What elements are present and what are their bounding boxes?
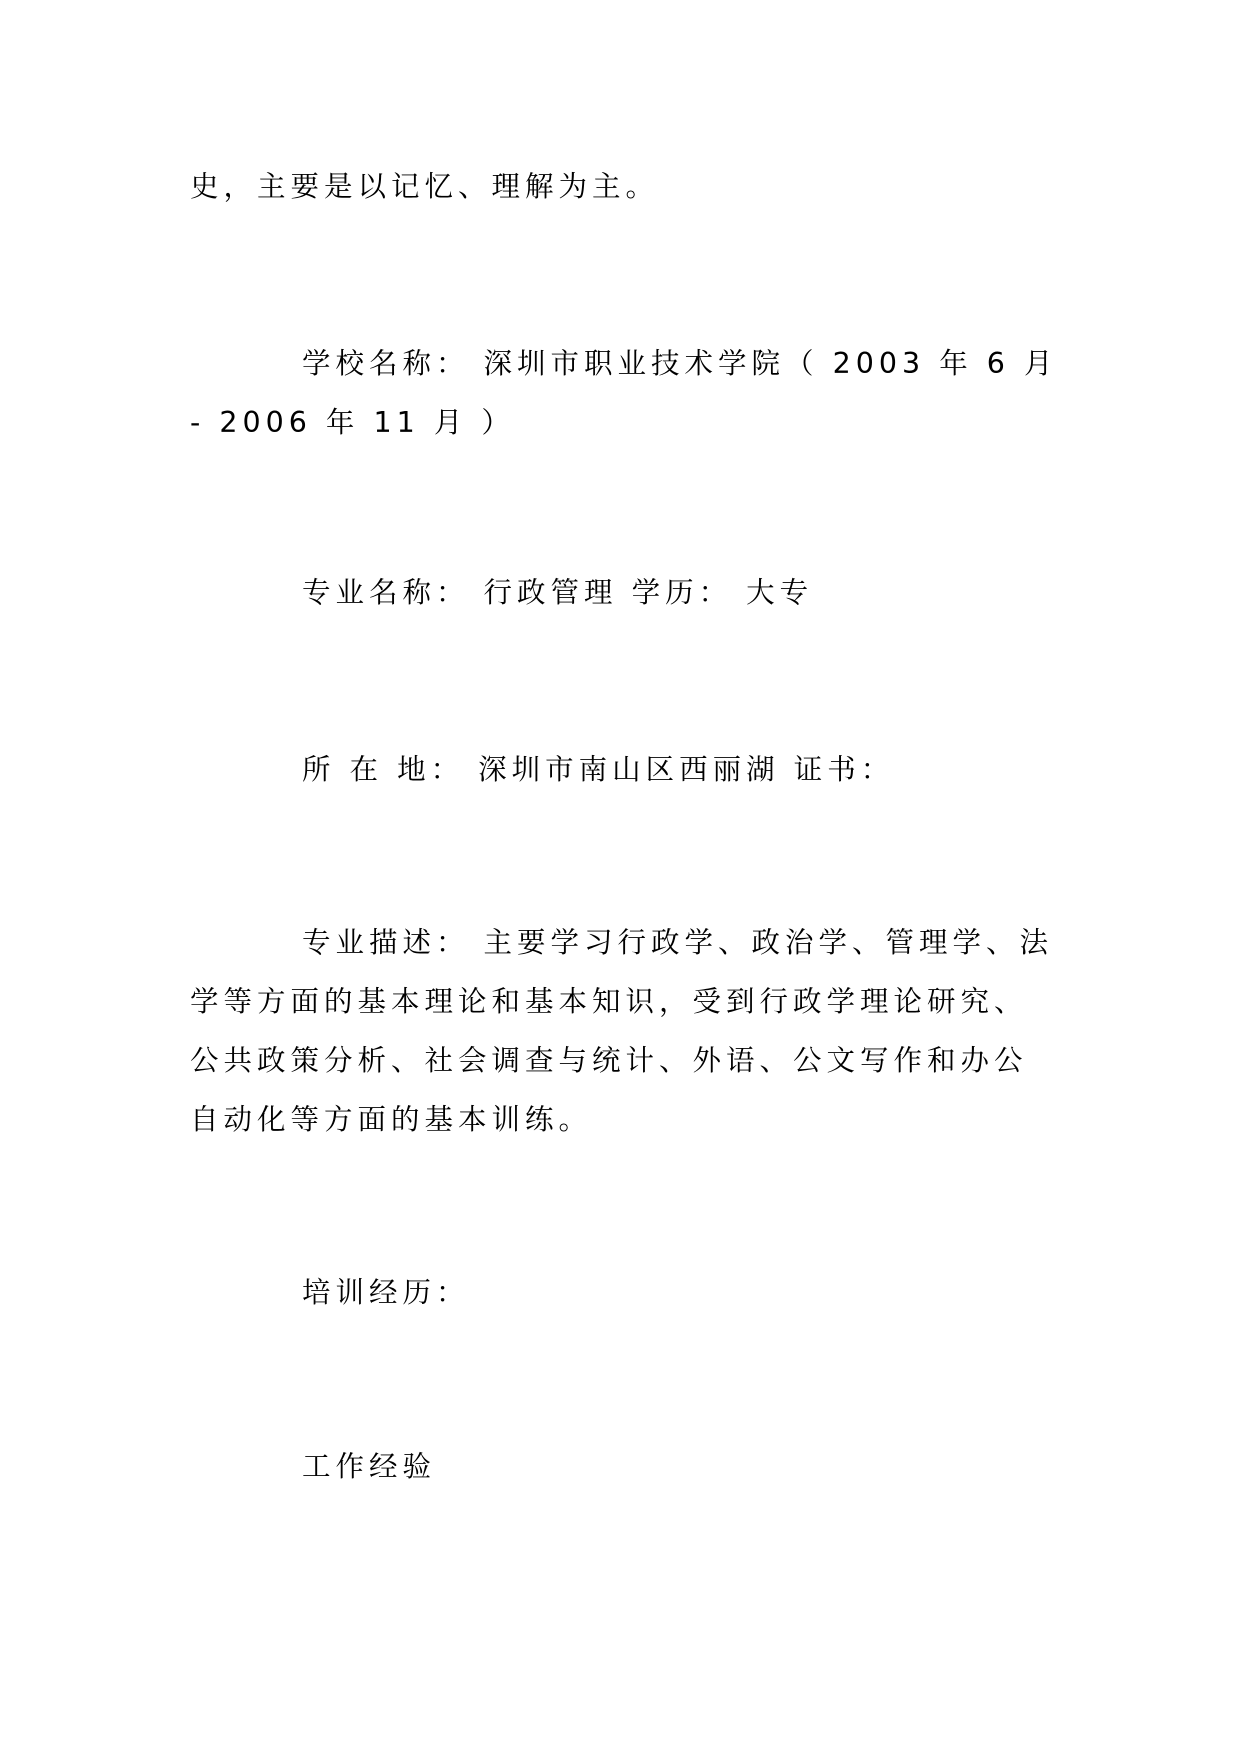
paragraph-work-experience: 工作经验 — [302, 1450, 437, 1483]
paragraph-location: 所 在 地： 深圳市南山区西丽湖 证书： — [302, 753, 895, 786]
paragraph-major-description: 专业描述： 主要学习行政学、政治学、管理学、法学等方面的基本理论和基本知识，受到行政学理论研究、公共政策分析、社会调查与统计、外语、公文写作和办公自动化等方面的基本训练。 — [190, 926, 1054, 1136]
paragraph-school-name: 学校名称： 深圳市职业技术学院（ 2003 年 6 月 - 2006 年 11 月 ） — [190, 347, 1058, 439]
paragraph-major-name: 专业名称： 行政管理 学历： 大专 — [302, 576, 814, 609]
paragraph-continuation: 史，主要是以记忆、理解为主。 — [190, 170, 660, 203]
paragraph-training-history: 培训经历： — [302, 1276, 470, 1309]
